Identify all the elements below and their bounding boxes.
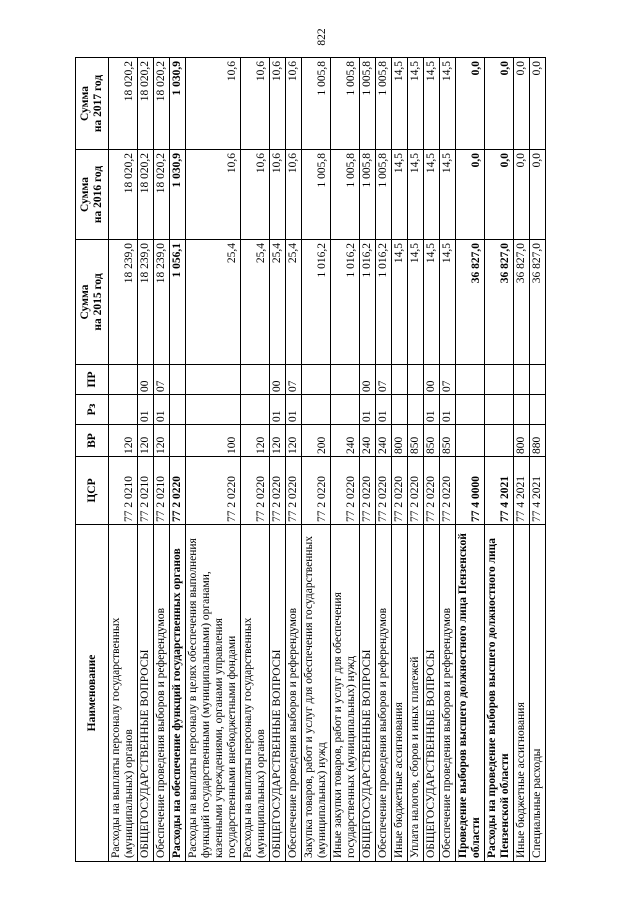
sum-2015-cell: 14,5 [408,240,424,365]
header-sum-2016-line1: Сумма [79,177,91,212]
rz-cell [109,395,138,425]
csr-cell: 77 2 0220 [241,457,270,525]
csr-cell: 77 2 0220 [170,457,186,525]
sum-2017-cell: 10,6 [286,58,302,150]
pr-cell [170,365,186,395]
sum-2015-cell: 1 016,2 [376,240,392,365]
sum-2016-cell: 0,0 [514,150,530,240]
sum-2016-cell: 0,0 [485,150,514,240]
name-cell: Иные закупки товаров, работ и услуг для обеспечения государственных (муниципальных) нужд [331,525,360,862]
sum-2017-cell: 1 005,8 [360,58,376,150]
sum-2016-cell: 18 020,2 [154,150,170,240]
csr-cell: 77 2 0220 [286,457,302,525]
table-row [302,58,331,862]
rz-cell [302,395,331,425]
vr-cell: 800 [392,425,408,457]
rz-cell: 01 [360,395,376,425]
table-row [186,58,241,862]
table-row [376,58,392,862]
table-row [514,58,530,862]
rz-cell: 01 [376,395,392,425]
sum-2016-cell: 14,5 [392,150,408,240]
sum-2015-cell: 18 239,0 [154,240,170,365]
sum-2015-cell: 18 239,0 [138,240,154,365]
pr-cell [408,365,424,395]
sum-2016-cell: 1 005,8 [331,150,360,240]
sum-2017-cell: 10,6 [241,58,270,150]
rz-cell [331,395,360,425]
header-sum-2017 [76,58,109,150]
sum-2015-cell: 25,4 [186,240,241,365]
csr-cell: 77 2 0220 [440,457,456,525]
sum-2017-cell: 18 020,2 [154,58,170,150]
sum-2016-cell: 18 020,2 [138,150,154,240]
name-cell: Проведение выборов высшего должностного лица Пензенской области [456,525,485,862]
vr-cell: 850 [408,425,424,457]
vr-cell: 240 [331,425,360,457]
csr-cell: 77 2 0220 [424,457,440,525]
pr-cell [331,365,360,395]
sum-2015-cell: 14,5 [392,240,408,365]
table-row [530,58,546,862]
sum-2016-cell: 0,0 [456,150,485,240]
name-cell: Расходы на обеспечение функций государственных органов [170,525,186,862]
name-cell: Иные бюджетные ассигнования [392,525,408,862]
header-pr: ПР [76,365,109,395]
rz-cell [241,395,270,425]
sum-2017-cell: 0,0 [485,58,514,150]
name-cell: Закупка товаров, работ и услуг для обеспечения государственных (муниципальных) нужд [302,525,331,862]
csr-cell: 77 2 0220 [302,457,331,525]
sum-2017-cell: 1 005,8 [376,58,392,150]
page-number: 822 [316,28,328,46]
table-row [424,58,440,862]
header-rz: Рз [76,395,109,425]
rz-cell: 01 [424,395,440,425]
sum-2016-cell: 10,6 [186,150,241,240]
pr-cell [186,365,241,395]
pr-cell [485,365,514,395]
rz-cell [530,395,546,425]
vr-cell [485,425,514,457]
csr-cell: 77 2 0220 [360,457,376,525]
vr-cell [456,425,485,457]
sum-2015-cell: 18 239,0 [109,240,138,365]
rz-cell [485,395,514,425]
name-cell: Иные бюджетные ассигнования [514,525,530,862]
name-cell: Расходы на выплаты персоналу государственных (муниципальных) органов [109,525,138,862]
pr-cell: 07 [154,365,170,395]
sum-2016-cell: 0,0 [530,150,546,240]
rz-cell: 01 [440,395,456,425]
name-cell: Расходы на выплаты персоналу государственных (муниципальных) органов [241,525,270,862]
header-sum-2016 [76,150,109,240]
vr-cell: 120 [109,425,138,457]
header-sum-2017-line1: Сумма [79,86,91,121]
rz-cell [514,395,530,425]
header-row [76,58,109,862]
sum-2016-cell: 1 005,8 [376,150,392,240]
sum-2017-cell: 10,6 [186,58,241,150]
rz-cell [170,395,186,425]
sum-2015-cell: 1 056,1 [170,240,186,365]
name-cell: Расходы на проведение выборов высшего должностного лица Пензенской области [485,525,514,862]
sum-2017-cell: 1 005,8 [302,58,331,150]
table-row [286,58,302,862]
pr-cell: 00 [360,365,376,395]
table-row [270,58,286,862]
table-row [392,58,408,862]
sum-2016-cell: 14,5 [440,150,456,240]
header-name: Наименование [76,525,109,862]
sum-2017-cell: 18 020,2 [138,58,154,150]
budget-table [75,57,546,862]
header-sum-2017-line2: на 2017 год [92,74,104,133]
sum-2017-cell: 0,0 [456,58,485,150]
rz-cell: 01 [154,395,170,425]
header-sum-2015-line2: на 2015 год [92,273,104,331]
vr-cell: 880 [530,425,546,457]
sum-2017-cell: 0,0 [530,58,546,150]
sum-2015-cell: 36 827,0 [485,240,514,365]
sum-2015-cell: 1 016,2 [302,240,331,365]
header-csr: ЦСР [76,457,109,525]
rz-cell [408,395,424,425]
table-row [170,58,186,862]
vr-cell: 240 [360,425,376,457]
name-cell: Обеспечение проведения выборов и референдумов [440,525,456,862]
pr-cell [456,365,485,395]
name-cell: Обеспечение проведения выборов и референдумов [376,525,392,862]
sum-2016-cell: 1 030,9 [170,150,186,240]
table-row [138,58,154,862]
sum-2016-cell: 10,6 [286,150,302,240]
table-row [440,58,456,862]
pr-cell: 00 [424,365,440,395]
sum-2016-cell: 10,6 [270,150,286,240]
pr-cell [392,365,408,395]
pr-cell [109,365,138,395]
sum-2016-cell: 14,5 [408,150,424,240]
vr-cell [170,425,186,457]
sum-2016-cell: 18 020,2 [109,150,138,240]
header-vr: ВР [76,425,109,457]
sum-2015-cell: 25,4 [241,240,270,365]
name-cell: Уплата налогов, сборов и иных платежей [408,525,424,862]
vr-cell: 120 [241,425,270,457]
name-cell: Обеспечение проведения выборов и референдумов [154,525,170,862]
vr-cell: 120 [270,425,286,457]
vr-cell: 200 [302,425,331,457]
pr-cell: 00 [270,365,286,395]
csr-cell: 77 4 2021 [485,457,514,525]
table-row [360,58,376,862]
name-cell: ОБЩЕГОСУДАРСТВЕННЫЕ ВОПРОСЫ [138,525,154,862]
table-row [485,58,514,862]
header-sum-2016-line2: на 2016 год [92,165,104,224]
rz-cell: 01 [138,395,154,425]
sum-2015-cell: 36 827,0 [530,240,546,365]
sum-2015-cell: 14,5 [440,240,456,365]
sum-2017-cell: 14,5 [424,58,440,150]
csr-cell: 77 2 0210 [109,457,138,525]
sum-2016-cell: 10,6 [241,150,270,240]
sum-2016-cell: 1 005,8 [302,150,331,240]
pr-cell [530,365,546,395]
pr-cell: 07 [376,365,392,395]
name-cell: Специальные расходы [530,525,546,862]
csr-cell: 77 4 2021 [514,457,530,525]
table-row [408,58,424,862]
sum-2015-cell: 1 016,2 [360,240,376,365]
csr-cell: 77 4 2021 [530,457,546,525]
vr-cell: 120 [286,425,302,457]
csr-cell: 77 2 0220 [408,457,424,525]
sum-2017-cell: 14,5 [440,58,456,150]
vr-cell: 120 [138,425,154,457]
name-cell: ОБЩЕГОСУДАРСТВЕННЫЕ ВОПРОСЫ [270,525,286,862]
vr-cell: 240 [376,425,392,457]
sum-2017-cell: 10,6 [270,58,286,150]
table-row [331,58,360,862]
header-sum-2015-line1: Сумма [79,284,91,320]
sum-2015-cell: 36 827,0 [514,240,530,365]
sum-2015-cell: 14,5 [424,240,440,365]
sum-2017-cell: 14,5 [408,58,424,150]
header-sum-2015 [76,240,109,365]
sum-2017-cell: 18 020,2 [109,58,138,150]
sum-2017-cell: 1 030,9 [170,58,186,150]
name-cell: ОБЩЕГОСУДАРСТВЕННЫЕ ВОПРОСЫ [424,525,440,862]
name-cell: ОБЩЕГОСУДАРСТВЕННЫЕ ВОПРОСЫ [360,525,376,862]
sum-2017-cell: 1 005,8 [331,58,360,150]
vr-cell: 120 [154,425,170,457]
pr-cell: 07 [286,365,302,395]
rotated-table-container [75,58,546,862]
sum-2015-cell: 25,4 [286,240,302,365]
table-row [154,58,170,862]
pr-cell: 00 [138,365,154,395]
vr-cell: 850 [424,425,440,457]
csr-cell: 77 2 0210 [138,457,154,525]
csr-cell: 77 2 0210 [154,457,170,525]
vr-cell: 800 [514,425,530,457]
name-cell: Расходы на выплаты персоналу в целях обеспечения выполнения функций государственными (муниципальными) органами, казенными учреждениями, органами управления государственными внебюджетными фондами [186,525,241,862]
pr-cell [514,365,530,395]
table-row [456,58,485,862]
table-row [241,58,270,862]
sum-2015-cell: 1 016,2 [331,240,360,365]
csr-cell: 77 2 0220 [270,457,286,525]
rz-cell [456,395,485,425]
sum-2015-cell: 36 827,0 [456,240,485,365]
csr-cell: 77 2 0220 [331,457,360,525]
pr-cell [241,365,270,395]
vr-cell: 100 [186,425,241,457]
vr-cell: 850 [440,425,456,457]
csr-cell: 77 4 0000 [456,457,485,525]
table-row [109,58,138,862]
sum-2015-cell: 25,4 [270,240,286,365]
sum-2017-cell: 14,5 [392,58,408,150]
rz-cell [392,395,408,425]
pr-cell [302,365,331,395]
csr-cell: 77 2 0220 [376,457,392,525]
rz-cell [186,395,241,425]
sum-2016-cell: 1 005,8 [360,150,376,240]
sum-2016-cell: 14,5 [424,150,440,240]
csr-cell: 77 2 0220 [186,457,241,525]
rz-cell: 01 [286,395,302,425]
pr-cell: 07 [440,365,456,395]
sum-2017-cell: 0,0 [514,58,530,150]
rz-cell: 01 [270,395,286,425]
csr-cell: 77 2 0220 [392,457,408,525]
name-cell: Обеспечение проведения выборов и референдумов [286,525,302,862]
